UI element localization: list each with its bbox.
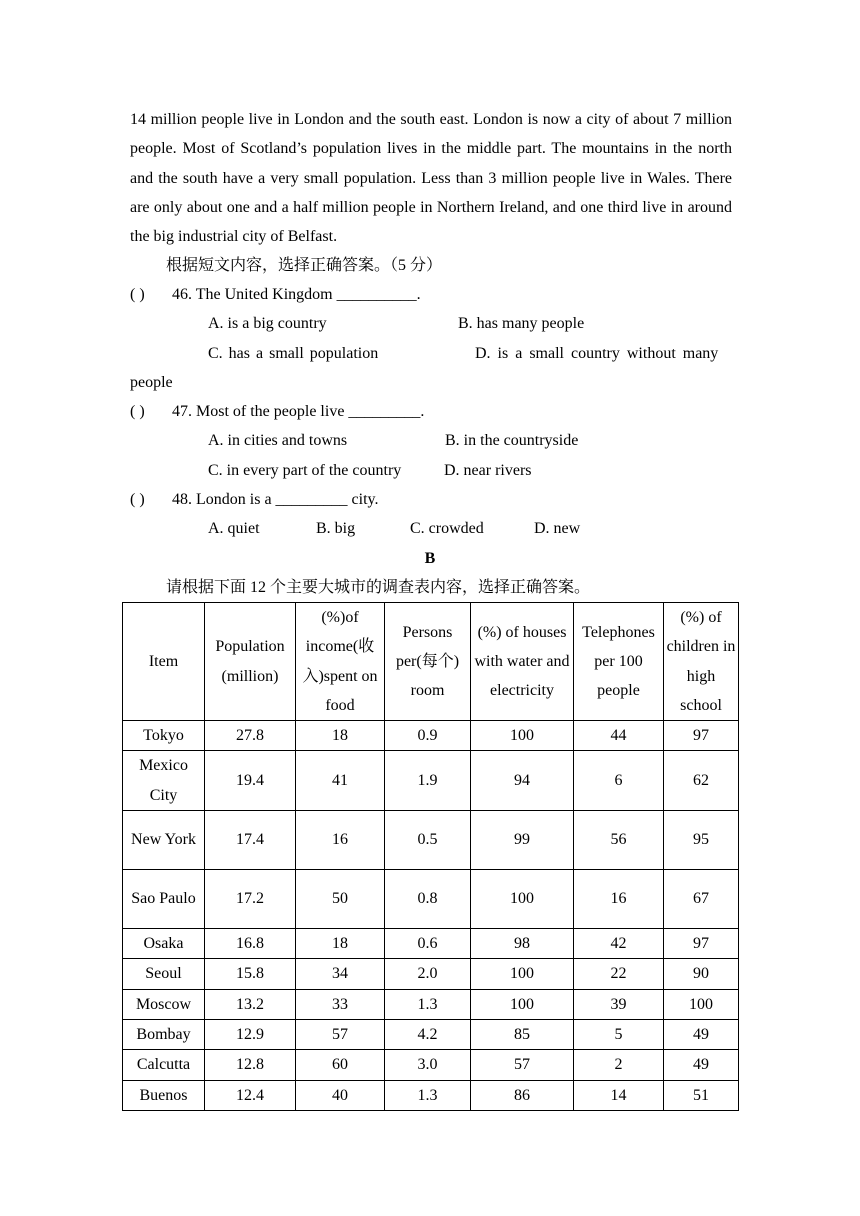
reading-passage: 14 million people live in London and the south east. London is now a city of about 7 million people. Most of Scotland’s population lives in the middle part. The mountains in the north and the south have a very small population. Less than 3 million people live in Wales. There are only about one and a half million people in Northern Ireland, and one third live in around the big industrial city of Belfast. <box>130 111 732 246</box>
city-name: Seoul <box>123 959 205 989</box>
question-48-option-c: C. crowded <box>410 520 484 537</box>
section-b-heading: B <box>424 550 436 567</box>
table-cell: 99 <box>471 811 574 870</box>
question-48-option-d: D. new <box>534 520 581 537</box>
question-48-stem: 48. London is a _________ city. <box>172 491 379 508</box>
table-cell: 60 <box>296 1050 385 1080</box>
table-cell: 12.8 <box>205 1050 296 1080</box>
table-cell: 97 <box>664 721 739 751</box>
table-row <box>123 751 739 811</box>
table-cell: 95 <box>664 811 739 870</box>
table-cell: 0.5 <box>385 811 471 870</box>
table-cell: 100 <box>471 721 574 751</box>
question-46-option-d-wrap: people <box>130 374 173 391</box>
city-name: Calcutta <box>123 1050 205 1080</box>
table-cell: 100 <box>471 959 574 989</box>
instruction-part-a: 根据短文内容，选择正确答案。（5 分） <box>166 257 443 274</box>
table-cell: 57 <box>296 1019 385 1049</box>
table-row <box>123 1019 739 1049</box>
table-cell: 97 <box>664 929 739 959</box>
question-47-option-b: B. in the countryside <box>445 432 579 449</box>
header-telephones: Telephones per 100 people <box>574 603 664 721</box>
table-cell: 0.9 <box>385 721 471 751</box>
header-persons-per-room: Persons per(每个) room <box>385 603 471 721</box>
table-cell: 39 <box>574 989 664 1019</box>
table-cell: 12.4 <box>205 1080 296 1110</box>
answer-blank-46: ( ) <box>130 286 145 303</box>
question-48-option-b: B. big <box>316 520 356 537</box>
table-row <box>123 929 739 959</box>
table-cell: 27.8 <box>205 721 296 751</box>
table-cell: 100 <box>664 989 739 1019</box>
table-cell: 5 <box>574 1019 664 1049</box>
table-row <box>123 989 739 1019</box>
table-cell: 67 <box>664 870 739 929</box>
table-row <box>123 1050 739 1080</box>
table-cell: 0.6 <box>385 929 471 959</box>
city-name: Bombay <box>123 1019 205 1049</box>
table-cell: 16 <box>574 870 664 929</box>
city-name: Moscow <box>123 989 205 1019</box>
table-cell: 19.4 <box>205 751 296 811</box>
table-cell: 85 <box>471 1019 574 1049</box>
header-houses-water-electricity: (%) of houses with water and electricity <box>471 603 574 721</box>
table-cell: 34 <box>296 959 385 989</box>
table-row <box>123 1080 739 1110</box>
table-cell: 3.0 <box>385 1050 471 1080</box>
table-cell: 14 <box>574 1080 664 1110</box>
table-cell: 2.0 <box>385 959 471 989</box>
answer-blank-48: ( ) <box>130 491 145 508</box>
city-name: Mexico City <box>123 751 205 811</box>
city-name: Tokyo <box>123 721 205 751</box>
question-47-option-a: A. in cities and towns <box>208 432 348 449</box>
question-46-option-d: D. is a small country without many <box>475 345 719 362</box>
table-row <box>123 811 739 870</box>
table-cell: 62 <box>664 751 739 811</box>
table-cell: 56 <box>574 811 664 870</box>
table-cell: 86 <box>471 1080 574 1110</box>
question-47-option-d: D. near rivers <box>444 462 532 479</box>
table-cell: 57 <box>471 1050 574 1080</box>
instruction-part-b: 请根据下面 12 个主要大城市的调查表内容，选择正确答案。 <box>166 579 591 596</box>
table-row <box>123 721 739 751</box>
table-cell: 18 <box>296 929 385 959</box>
table-cell: 1.9 <box>385 751 471 811</box>
table-cell: 15.8 <box>205 959 296 989</box>
table-cell: 33 <box>296 989 385 1019</box>
answer-blank-47: ( ) <box>130 403 145 420</box>
question-48-option-a: A. quiet <box>208 520 260 537</box>
table-row <box>123 870 739 929</box>
question-47-stem: 47. Most of the people live _________. <box>172 403 425 420</box>
table-cell: 44 <box>574 721 664 751</box>
header-children-high-school: (%) of children in high school <box>664 603 739 721</box>
table-cell: 41 <box>296 751 385 811</box>
question-47-option-c: C. in every part of the country <box>208 462 402 479</box>
question-46-option-a: A. is a big country <box>208 315 327 332</box>
table-cell: 42 <box>574 929 664 959</box>
table-cell: 1.3 <box>385 989 471 1019</box>
table-cell: 13.2 <box>205 989 296 1019</box>
table-cell: 49 <box>664 1019 739 1049</box>
table-cell: 94 <box>471 751 574 811</box>
table-row <box>123 959 739 989</box>
table-cell: 22 <box>574 959 664 989</box>
header-population: Population (million) <box>205 603 296 721</box>
table-cell: 6 <box>574 751 664 811</box>
header-item: Item <box>123 603 205 721</box>
table-cell: 4.2 <box>385 1019 471 1049</box>
table-cell: 17.4 <box>205 811 296 870</box>
table-cell: 51 <box>664 1080 739 1110</box>
table-cell: 100 <box>471 989 574 1019</box>
table-cell: 18 <box>296 721 385 751</box>
question-46-option-c: C. has a small population <box>208 345 379 362</box>
city-survey-table <box>122 602 739 1111</box>
table-cell: 16.8 <box>205 929 296 959</box>
table-cell: 90 <box>664 959 739 989</box>
table-cell: 49 <box>664 1050 739 1080</box>
city-name: New York <box>123 811 205 870</box>
city-name: Buenos <box>123 1080 205 1110</box>
table-header-row <box>123 603 739 721</box>
table-cell: 12.9 <box>205 1019 296 1049</box>
city-name: Sao Paulo <box>123 870 205 929</box>
city-name: Osaka <box>123 929 205 959</box>
table-cell: 2 <box>574 1050 664 1080</box>
table-cell: 98 <box>471 929 574 959</box>
table-cell: 1.3 <box>385 1080 471 1110</box>
question-46-stem: 46. The United Kingdom __________. <box>172 286 421 303</box>
table-cell: 16 <box>296 811 385 870</box>
header-income-food: (%)of income(收入)spent on food <box>296 603 385 721</box>
table-cell: 0.8 <box>385 870 471 929</box>
question-46-option-b: B. has many people <box>458 315 585 332</box>
table-cell: 100 <box>471 870 574 929</box>
table-cell: 50 <box>296 870 385 929</box>
table-cell: 17.2 <box>205 870 296 929</box>
table-cell: 40 <box>296 1080 385 1110</box>
